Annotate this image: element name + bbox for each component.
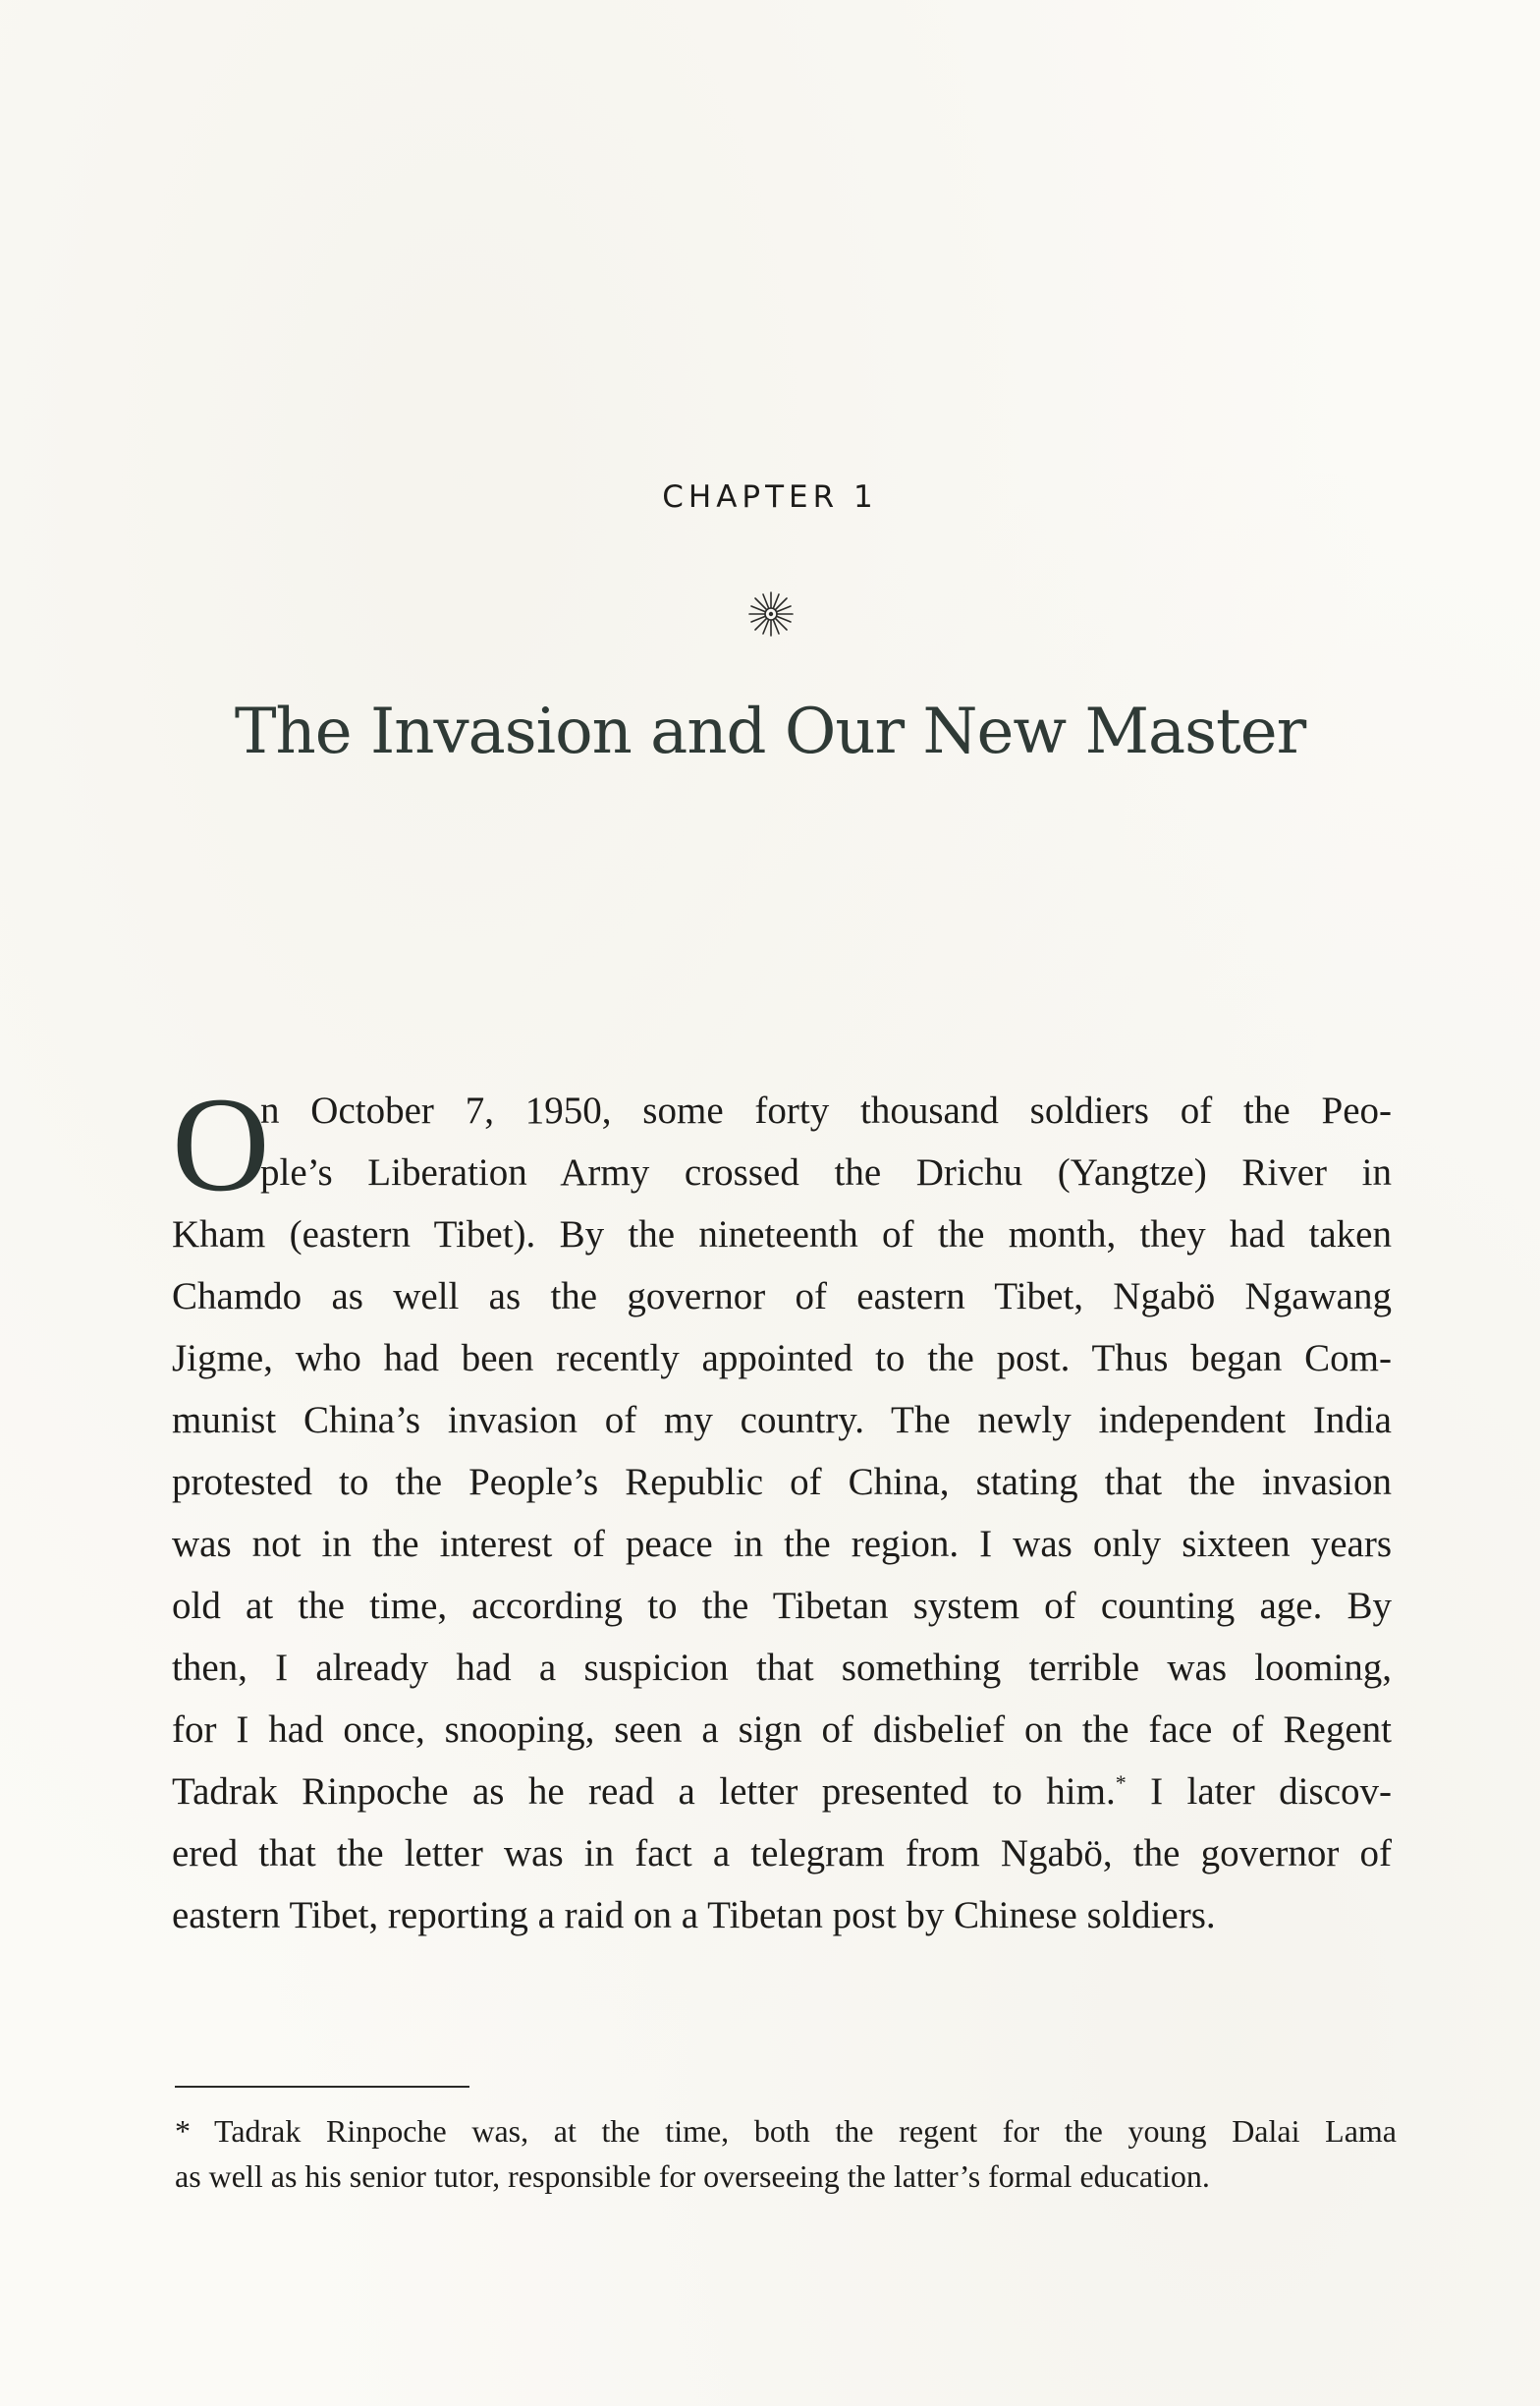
chapter-label: CHAPTER 1 [662,479,878,515]
asterisk-star-ornament-icon [746,589,796,639]
body-line-text: Tadrak Rinpoche as he read a letter presented to him. [172,1770,1116,1813]
body-line: Jigme, who had been recently appointed to the post. Thus began Com- [172,1337,1392,1379]
body-line: n October 7, 1950, some forty thousand soldiers of the Peo- [260,1090,1392,1132]
body-line: then, I already had a suspicion that something terrible was looming, [172,1647,1392,1689]
body-line-text-continued: I later discov- [1126,1770,1392,1813]
body-line: Kham (eastern Tibet). By the nineteenth of the month, they had taken [172,1213,1392,1256]
drop-cap: O [172,1069,270,1219]
footnote-divider [175,2086,469,2088]
chapter-title: The Invasion and Our New Master [234,696,1306,768]
body-line: munist China’s invasion of my country. The newly independent India [172,1399,1392,1441]
footnote-text: Tadrak Rinpoche was, at the time, both the regent for the young Dalai Lama [214,2113,1397,2149]
footnote [175,2108,1397,2199]
body-line: ple’s Liberation Army crossed the Drichu (Yangtze) River in [260,1151,1392,1194]
body-line-with-footnote [172,1761,1392,1822]
footnote-reference: * [1115,1770,1127,1795]
footnote-line [175,2108,1397,2154]
body-line: old at the time, according to the Tibetan system of counting age. By [172,1585,1392,1627]
footnote-line: as well as his senior tutor, responsible for overseeing the latter’s formal education. [175,2158,1210,2194]
footnote-marker: * [175,2113,191,2149]
body-line: for I had once, snooping, seen a sign of disbelief on the face of Regent [172,1708,1392,1751]
body-line: eastern Tibet, reporting a raid on a Tibetan post by Chinese soldiers. [172,1894,1216,1936]
body-line: was not in the interest of peace in the region. I was only sixteen years [172,1523,1392,1565]
body-paragraph [172,1080,1392,1946]
body-line: protested to the People’s Republic of China, stating that the invasion [172,1461,1392,1503]
body-line: Chamdo as well as the governor of eastern Tibet, Ngabö Ngawang [172,1275,1392,1317]
body-line: ered that the letter was in fact a telegram from Ngabö, the governor of [172,1832,1392,1874]
